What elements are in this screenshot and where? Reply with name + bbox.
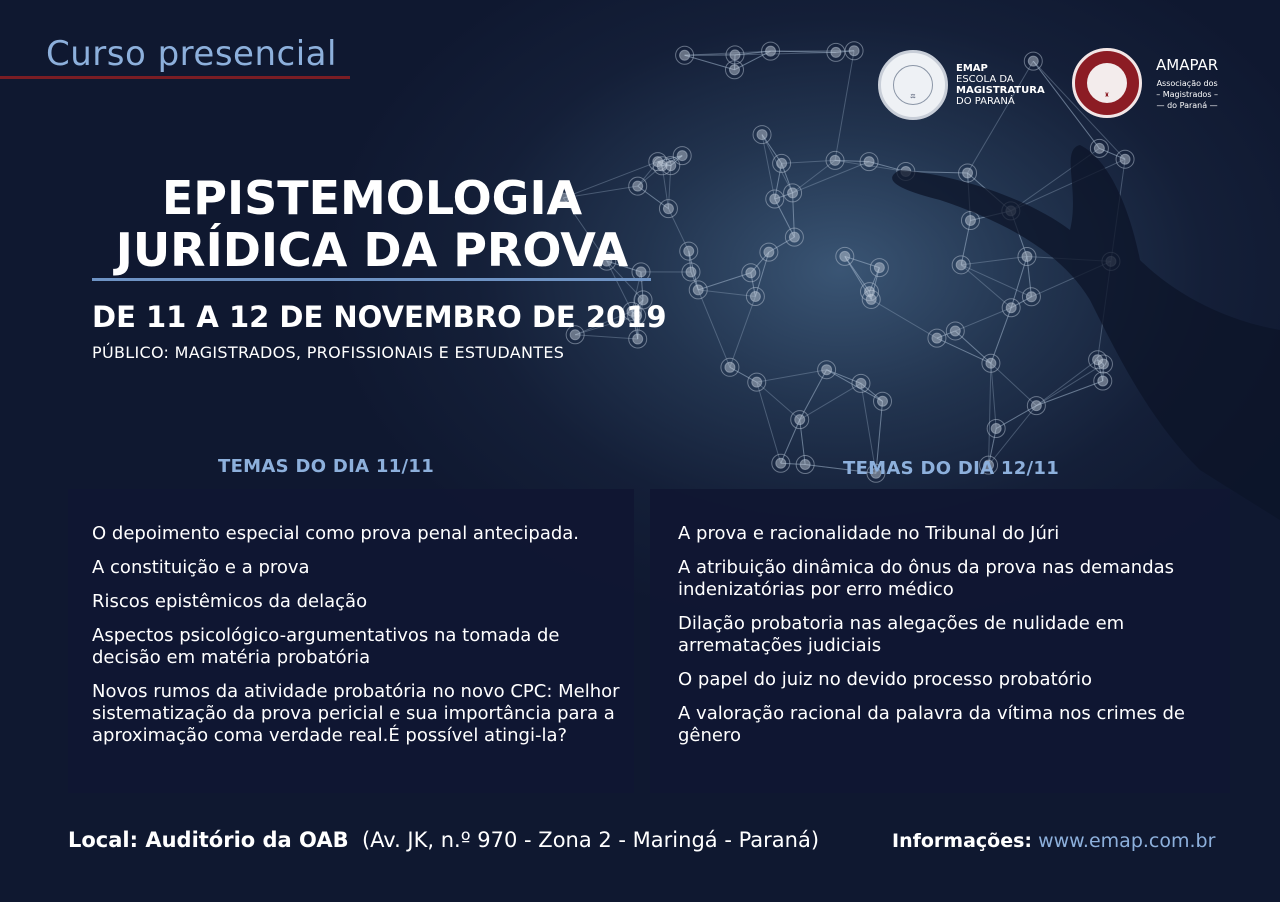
day2-topics-box — [650, 489, 1230, 793]
emap-seal-icon: ⚖ — [878, 50, 948, 120]
location-label: Local: Auditório da OAB — [68, 828, 349, 852]
event-date: DE 11 A 12 DE NOVEMBRO DE 2019 — [92, 300, 667, 334]
topic-item: Dilação probatoria nas alegações de nulidade em arrematações judiciais — [678, 613, 1125, 656]
amapar-logo: ♜ AMAPAR Associação dos – Magistrados – — do Paraná — — [1072, 48, 1218, 118]
amapar-seal-icon: ♜ — [1072, 48, 1142, 118]
course-type-label: Curso presencial — [46, 34, 337, 74]
location-address: (Av. JK, n.º 970 - Zona 2 - Maringá - Paraná) — [361, 828, 820, 852]
emap-logo: ⚖ EMAP ESCOLA DA MAGISTRATURA DO PARANÁ — [878, 50, 1045, 120]
day1-heading: TEMAS DO DIA 11/11 — [218, 456, 435, 477]
event-location — [68, 828, 819, 852]
event-info — [892, 830, 1215, 852]
event-title: EPISTEMOLOGIA JURÍDICA DA PROVA — [115, 171, 629, 277]
topic-item: Riscos epistêmicos da delação — [92, 591, 368, 612]
topic-item: O depoimento especial como prova penal antecipada. — [92, 523, 580, 544]
topic-item: A valoração racional da palavra da vítima nos crimes de gênero — [678, 703, 1185, 746]
topic-item: Novos rumos da atividade probatória no novo CPC: Melhor sistematização da prova pericial e sua importância para a aproximação coma verdade real.É possível atingi-la? — [92, 681, 620, 746]
day2-heading: TEMAS DO DIA 12/11 — [843, 458, 1060, 479]
event-audience: PÚBLICO: MAGISTRADOS, PROFISSIONAIS E ESTUDANTES — [92, 343, 565, 362]
emap-name: EMAP — [956, 63, 988, 74]
course-type-underline — [0, 76, 350, 79]
topic-item: Aspectos psicológico-argumentativos na tomada de decisão em matéria probatória — [92, 625, 560, 668]
topic-item: A atribuição dinâmica do ônus da prova nas demandas indenizatórias por erro médico — [678, 557, 1175, 600]
day1-topics-box — [68, 489, 634, 793]
topic-item: A prova e racionalidade no Tribunal do Júri — [678, 523, 1060, 544]
topic-item: A constituição e a prova — [92, 557, 310, 578]
topic-item: O papel do juiz no devido processo probatório — [678, 669, 1093, 690]
title-underline — [92, 278, 651, 281]
info-link[interactable]: www.emap.com.br — [1038, 830, 1216, 852]
amapar-name: AMAPAR — [1156, 55, 1219, 74]
info-label: Informações: — [892, 830, 1033, 852]
